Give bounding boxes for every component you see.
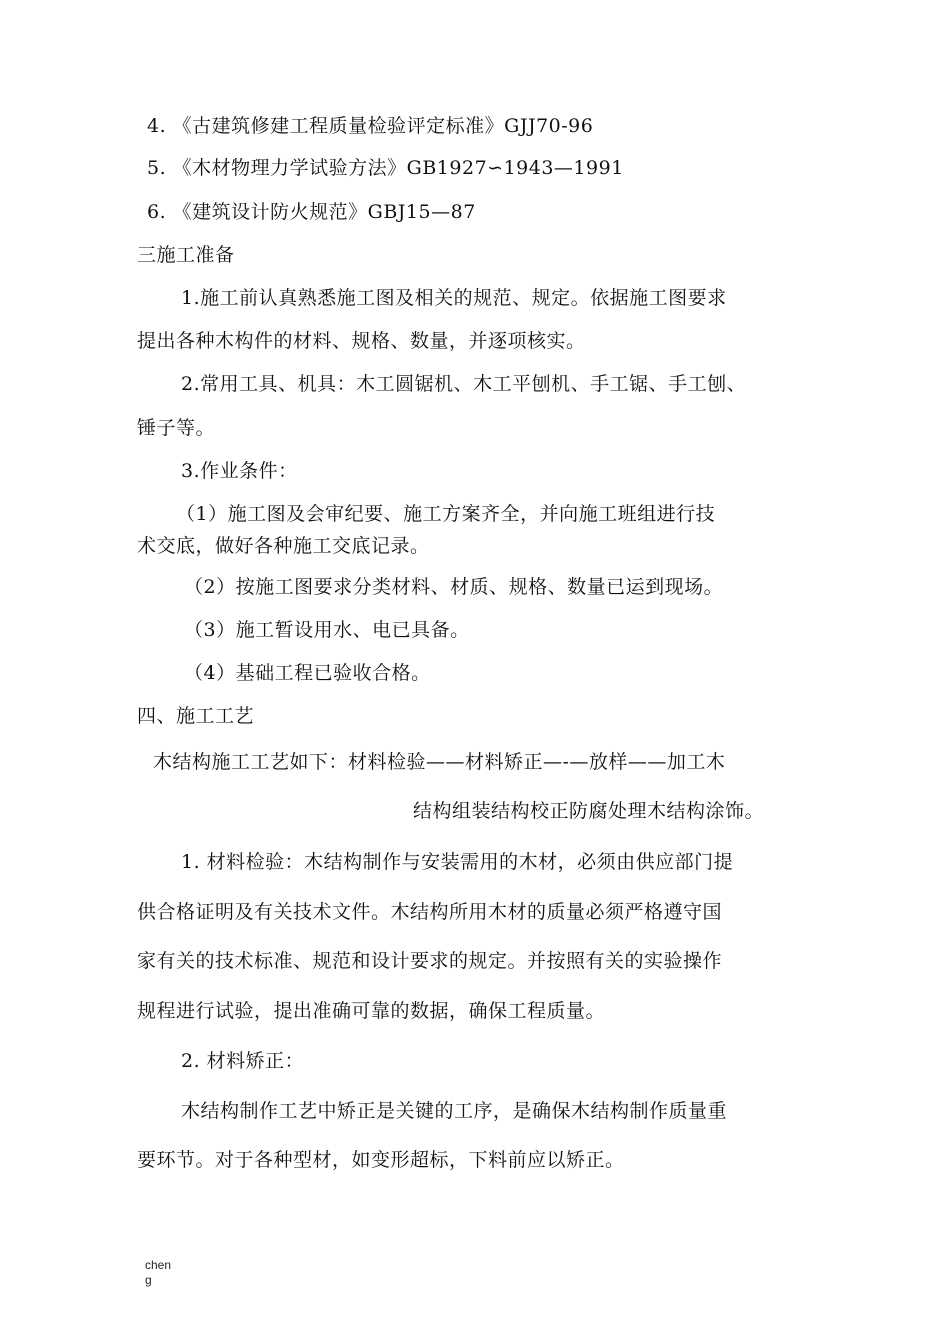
paragraph-line: 木结构制作工艺中矫正是关键的工序，是确保木结构制作质量重 (181, 1100, 728, 1122)
condition-item-4: （4）基础工程已验收合格。 (184, 662, 431, 684)
paragraph-line: 1. 材料检验：木结构制作与安装需用的木材，必须由供应部门提 (181, 851, 734, 873)
paragraph-line: 要环节。对于各种型材，如变形超标，下料前应以矫正。 (137, 1149, 625, 1171)
process-line-cont: 结构组装结构校正防腐处理木结构涂饰。 (413, 800, 765, 822)
paragraph-line: 供合格证明及有关技术文件。木结构所用木材的质量必须严格遵守国 (137, 901, 723, 923)
condition-item-1-cont: 术交底，做好各种施工交底记录。 (137, 535, 430, 557)
section-heading-3: 三施工准备 (137, 244, 235, 266)
paragraph-line: 规程进行试验，提出准确可靠的数据，确保工程质量。 (137, 1000, 606, 1022)
subsection-heading: 2. 材料矫正： (181, 1050, 305, 1072)
paragraph-line: 家有关的技术标准、规范和设计要求的规定。并按照有关的实验操作 (137, 950, 723, 972)
condition-item-2: （2）按施工图要求分类材料、材质、规格、数量已运到现场。 (184, 576, 724, 598)
paragraph-line: 提出各种木构件的材料、规格、数量，并逐项核实。 (137, 330, 586, 352)
reference-item-4: 4. 《古建筑修建工程质量检验评定标准》GJJ70-96 (147, 115, 594, 137)
paragraph-line: 1.施工前认真熟悉施工图及相关的规范、规定。依据施工图要求 (181, 287, 727, 309)
process-line: 木结构施工工艺如下：材料检验——材料矫正—-—放样——加工木 (153, 751, 726, 773)
section-heading-4: 四、施工工艺 (137, 705, 255, 727)
paragraph-line: 3.作业条件： (181, 460, 298, 482)
page-footer: cheng (145, 1258, 172, 1287)
paragraph-line: 锤子等。 (137, 417, 216, 439)
paragraph-line: 2.常用工具、机具：木工圆锯机、木工平刨机、手工锯、手工刨、 (181, 373, 747, 395)
reference-item-5: 5. 《木材物理力学试验方法》GB1927∽1943—1991 (147, 157, 624, 179)
condition-item-1: （1）施工图及会审纪要、施工方案齐全，并向施工班组进行技 (176, 503, 716, 525)
reference-item-6: 6. 《建筑设计防火规范》GBJ15—87 (147, 201, 476, 223)
condition-item-3: （3）施工暂设用水、电已具备。 (184, 619, 470, 641)
